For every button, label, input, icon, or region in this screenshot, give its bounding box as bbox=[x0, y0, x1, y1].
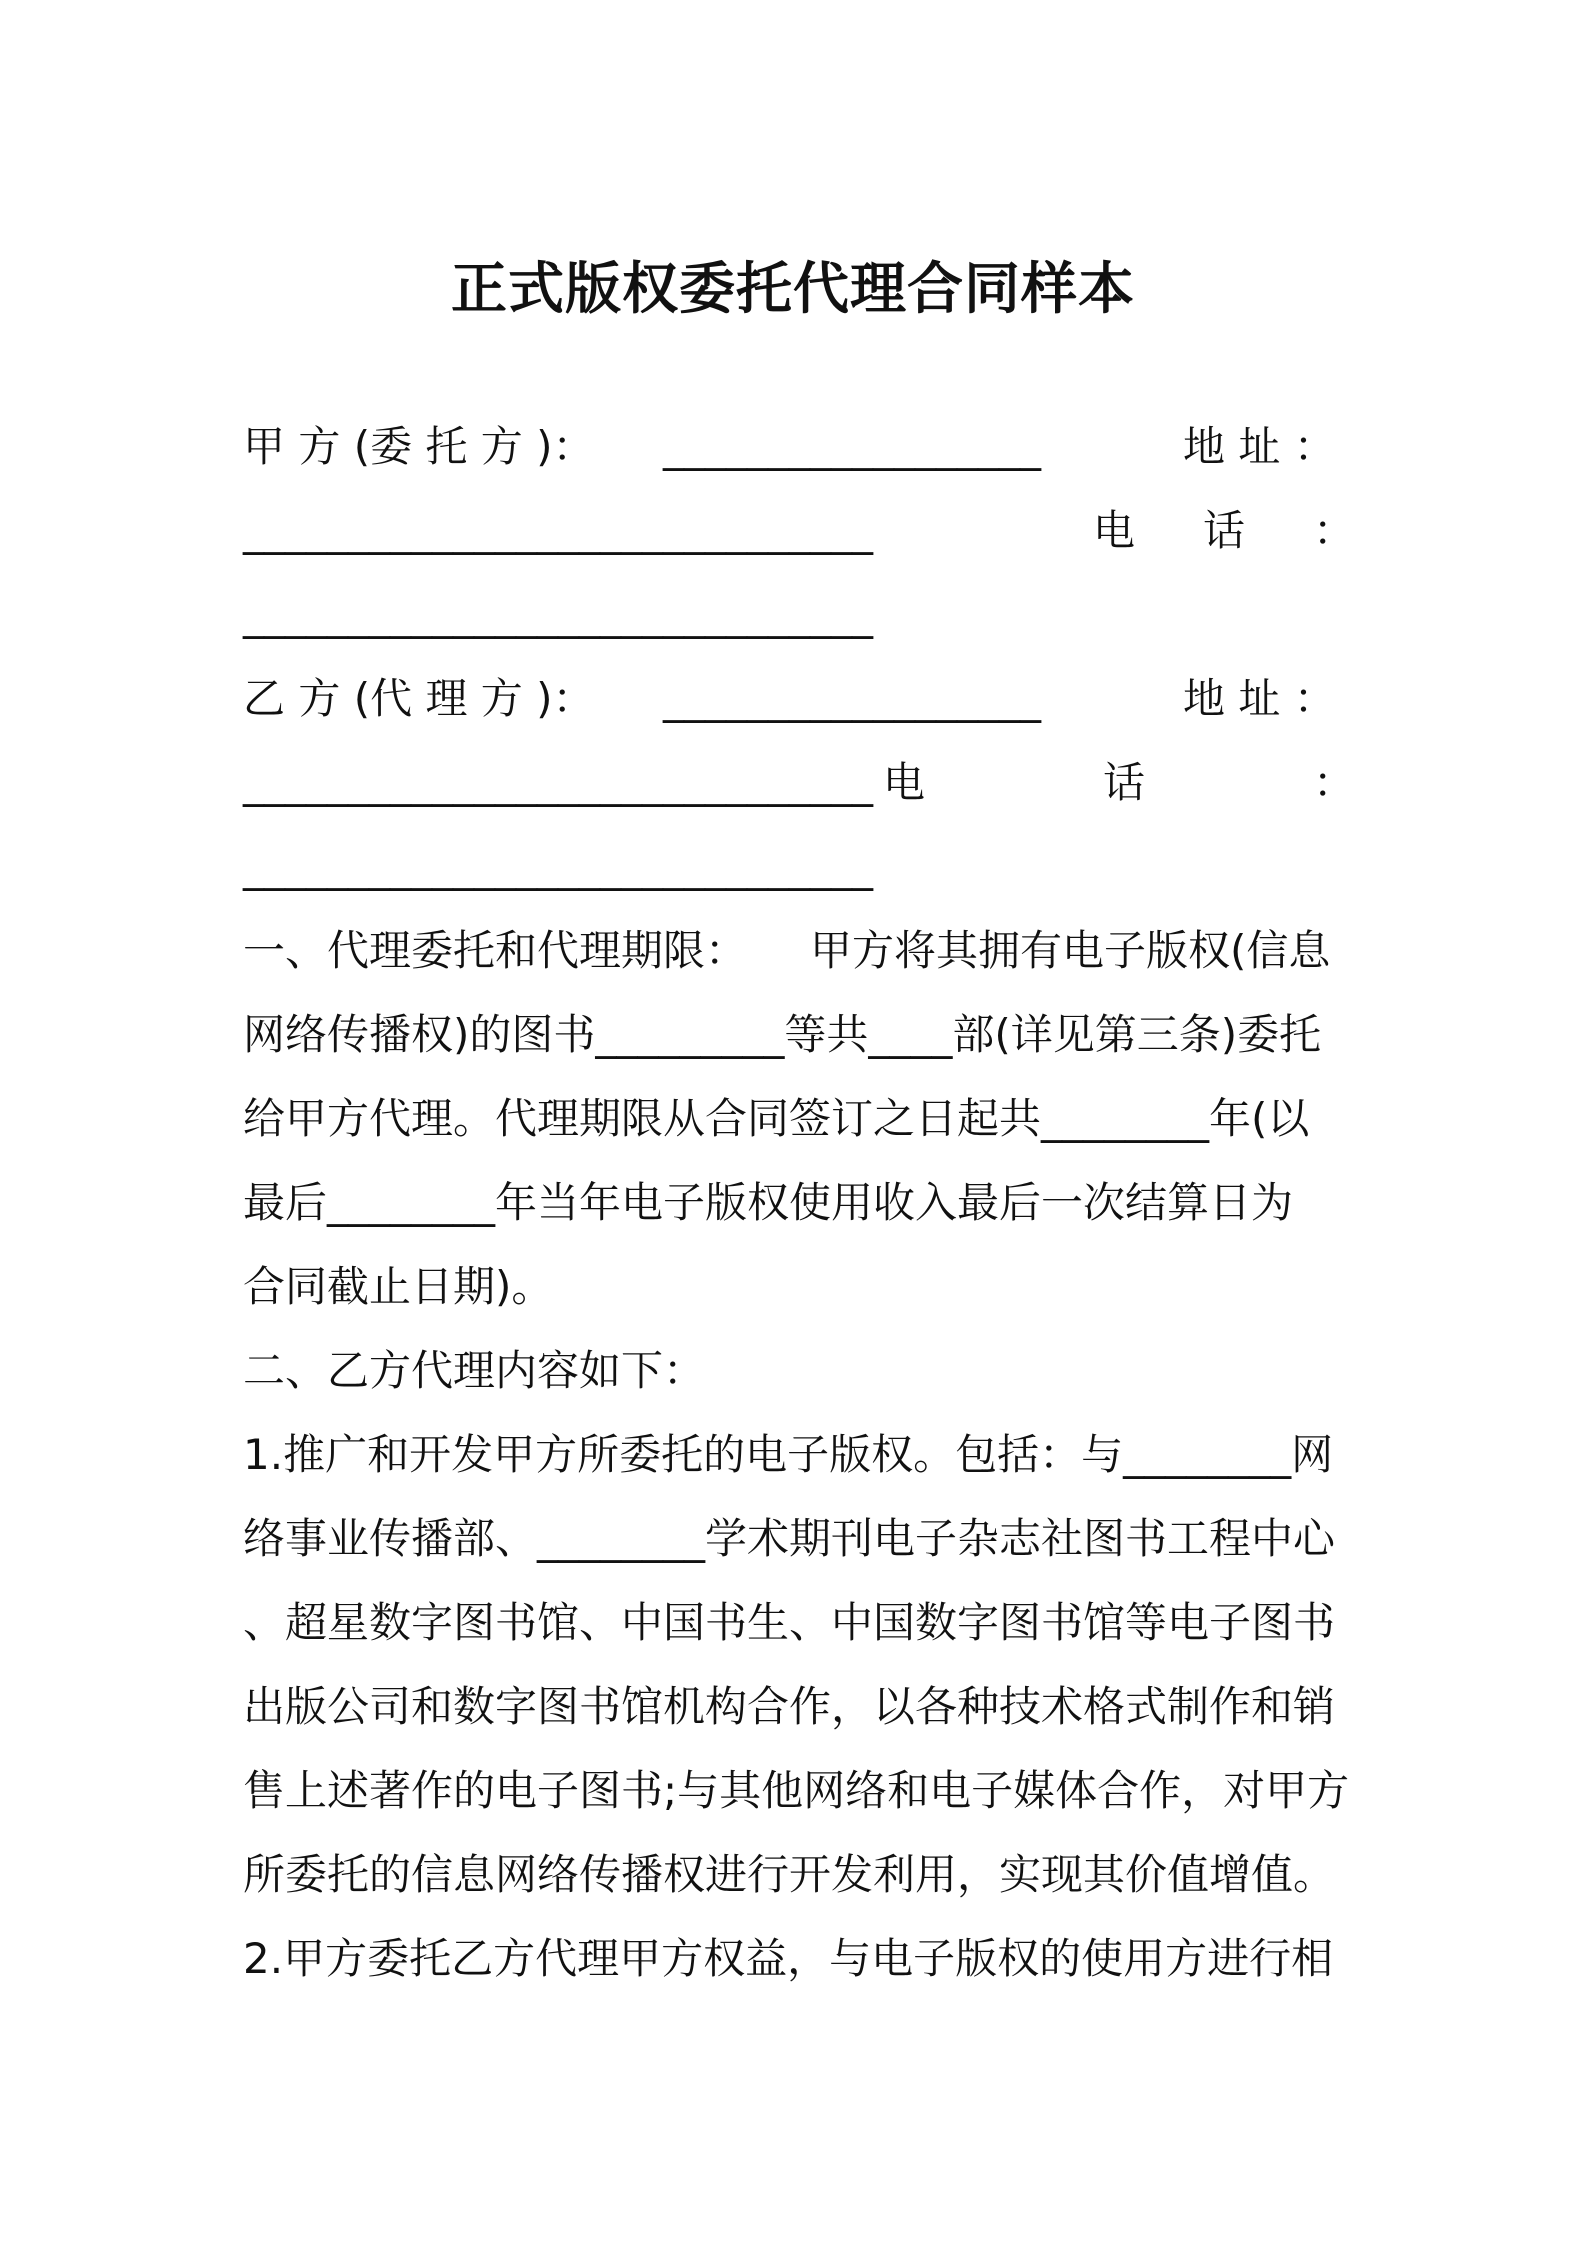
party-b-phone-blank: ______________________________ bbox=[243, 842, 873, 891]
party-a-label: 甲 方 (委 托 方 )： bbox=[243, 422, 595, 471]
party-b-phone-row bbox=[243, 741, 1356, 825]
party-b-phone-colon: ： bbox=[1313, 758, 1356, 807]
party-a-phone-blank: ______________________________ bbox=[243, 590, 873, 639]
party-a-phone-colon: ： bbox=[1313, 506, 1356, 555]
item-1 bbox=[243, 1413, 1353, 1917]
item-1-line: 络事业传播部、________学术期刊电子杂志社图书工程中心 bbox=[243, 1514, 1336, 1563]
document-body bbox=[243, 405, 1356, 2001]
party-b-phone-label-2: 话 bbox=[1103, 758, 1146, 807]
item-1-line: 、超星数字图书馆、中国书生、中国数字图书馆等电子图书 bbox=[243, 1598, 1336, 1647]
party-a-address-label: 地 址 ： bbox=[1183, 422, 1336, 471]
section-1-line: 一、代理委托和代理期限： 甲方将其拥有电子版权(信息 bbox=[243, 926, 1331, 975]
item-2-line: 2.甲方委托乙方代理甲方权益，与电子版权的使用方进行相 bbox=[243, 1934, 1334, 1983]
party-a-phone-row bbox=[243, 489, 1356, 573]
section-2-heading: 二、乙方代理内容如下： bbox=[243, 1346, 706, 1395]
item-1-line: 售上述著作的电子图书;与其他网络和电子媒体合作，对甲方 bbox=[243, 1766, 1350, 1815]
party-b-phone-blank-row bbox=[243, 825, 1353, 909]
party-a-phone-label-2: 话 bbox=[1203, 506, 1246, 555]
party-b-name-row bbox=[243, 657, 1353, 741]
document-title: 正式版权委托代理合同样本 bbox=[451, 257, 1135, 322]
section-1-line: 合同截止日期)。 bbox=[243, 1262, 554, 1311]
item-1-line: 所委托的信息网络传播权进行开发利用，实现其价值增值。 bbox=[243, 1850, 1336, 1899]
item-2 bbox=[243, 1917, 1353, 2001]
party-b-name-blank: __________________ bbox=[663, 674, 1041, 723]
party-a-name-blank: __________________ bbox=[663, 422, 1041, 471]
section-1-line: 网络传播权)的图书_________等共____部(详见第三条)委托 bbox=[243, 1010, 1322, 1059]
party-b-address-blank: ______________________________ bbox=[243, 758, 873, 807]
party-b-address-label: 地 址 ： bbox=[1183, 674, 1336, 723]
party-a-phone-label-1: 电 bbox=[1093, 506, 1136, 555]
item-1-line: 1.推广和开发甲方所委托的电子版权。包括：与________网 bbox=[243, 1430, 1334, 1479]
section-1-line: 最后________年当年电子版权使用收入最后一次结算日为 bbox=[243, 1178, 1294, 1227]
party-b-phone-label-1: 电 bbox=[883, 758, 926, 807]
item-1-line: 出版公司和数字图书馆机构合作，以各种技术格式制作和销 bbox=[243, 1682, 1336, 1731]
party-b-label: 乙 方 (代 理 方 )： bbox=[243, 674, 595, 723]
party-a-phone-blank-row bbox=[243, 573, 1353, 657]
section-1 bbox=[243, 909, 1353, 1329]
party-a-address-blank: ______________________________ bbox=[243, 506, 873, 555]
party-a-name-row bbox=[243, 405, 1353, 489]
section-1-line: 给甲方代理。代理期限从合同签订之日起共________年(以 bbox=[243, 1094, 1310, 1143]
